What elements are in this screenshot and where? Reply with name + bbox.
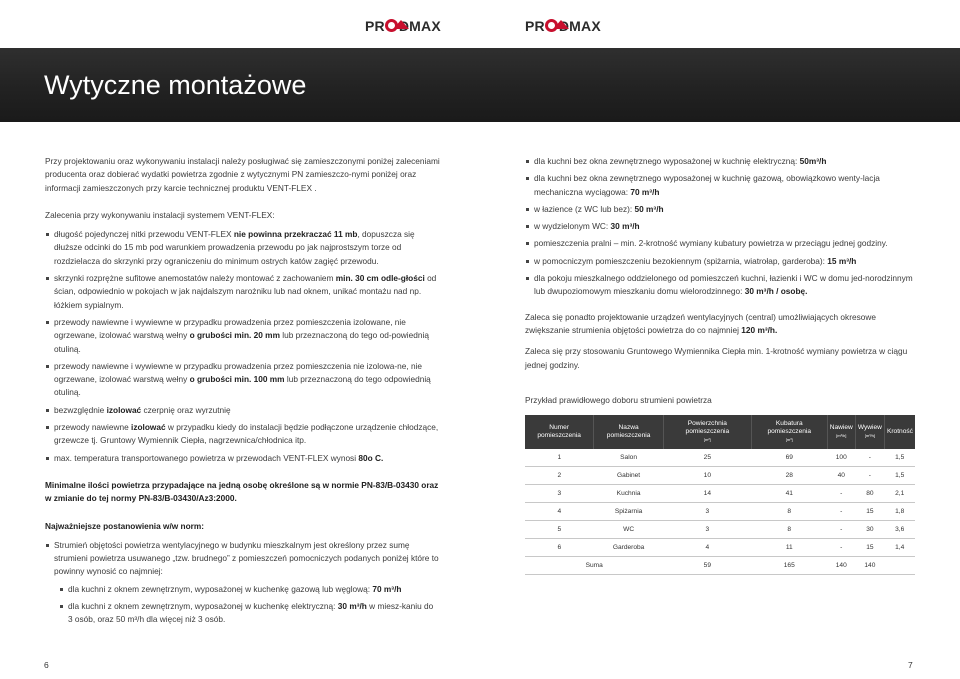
list-item: w pomocniczym pomieszczeniu bezokiennym (spiżarnia, wiatrołap, garderoba): 15 m³/h — [525, 255, 915, 268]
column-header: Krotność — [884, 415, 915, 449]
column-header: Wywiew [m³/h] — [855, 415, 884, 449]
minimum-air-text: Minimalne ilości powietrza przypadające na jedną osobę określone są w normie PN-83/B-03430 oraz w zmianie do tej normy PN-83/B-03430/Az3:2000. — [45, 479, 439, 504]
list-item: Strumień objętości powietrza wentylacyjnego w budynku mieszkalnym jest określony przez sumę strumieni powietrza usuwanego „tzw. brudnego” z pomieszczeń pomocniczych podanych poniżej które to powinny wynosić co najmniej: — [45, 539, 440, 579]
right-column — [525, 155, 915, 575]
table-sum-row: Suma 59 165 140 140 — [525, 557, 915, 575]
room-requirements-list — [525, 155, 915, 299]
list-item: dla kuchni z oknem zewnętrznym, wyposażonej w kuchenkę gazową lub węglową: 70 m³/h — [59, 583, 440, 596]
gwc-paragraph: Zaleca się przy stosowaniu Gruntowego Wymiennika Ciepła min. 1-krotność wymiany powietrza w ciągu jednej godziny. — [525, 346, 908, 370]
norm-rules-heading: Najważniejsze postanowienia w/w norm: — [45, 520, 205, 531]
list-item: dla kuchni bez okna zewnętrznego wyposażonej w kuchnię elektryczną: 50m³/h — [525, 155, 915, 168]
prodmax-logo-right: PR DMAX — [525, 18, 601, 34]
list-item: w łazience (z WC lub bez): 50 m³/h — [525, 203, 915, 216]
list-item: przewody nawiewne i wywiewne w przypadku prowadzenia przez pomieszczenia izolowane, nie ogrzewane, izolować warstwą wełny o grubości min. 20 mm lub przeznaczoną do tego od-powiednią otuliną. — [45, 316, 440, 356]
recommendations-heading: Zalecenia przy wykonywaniu instalacji systemem VENT-FLEX: — [45, 209, 275, 220]
column-header: Kubatura pomieszczenia [m³] — [751, 415, 827, 449]
column-header: Numer pomieszczenia — [525, 415, 594, 449]
column-header: Powierzchnia pomieszczenia [m²] — [663, 415, 751, 449]
list-item: długość pojedynczej nitki przewodu VENT-FLEX nie powinna przekraczać 11 mb, dopuszcza się dłuższe odcinki do 15 mb pod warunkiem prowadzenia przewodu po jak najprostszym torze od rozdzielacza do skrzynki przy ograniczeniu do minimum ostrych katów zagięć przewodu. — [45, 228, 440, 268]
airflow-table — [525, 415, 915, 575]
left-column — [45, 155, 440, 631]
title-banner — [0, 48, 960, 122]
table-title: Przykład prawidłowego doboru strumieni powietrza — [525, 394, 712, 405]
norm-rules-list — [45, 539, 440, 627]
list-item: dla pokoju mieszkalnego oddzielonego od pomieszczeń kuchni, łazienki i WC w domu jed-norodzinnym lub dwupoziomowym mieszkaniu domu wielorodzinnego: 30 m³/h / osobę. — [525, 272, 915, 299]
prodmax-logo-left: PR DMAX — [365, 18, 441, 34]
recommendations-list — [45, 228, 440, 465]
logo-o-icon — [385, 19, 398, 32]
list-item: w wydzielonym WC: 30 m³/h — [525, 220, 915, 233]
list-item: bezwzględnie izolować czerpnię oraz wyrzutnię — [45, 404, 440, 417]
column-header: Nawiew [m³/h] — [827, 415, 855, 449]
logo-o-icon — [545, 19, 558, 32]
table-row: 6 Garderoba 4 11 - 15 1,4 — [525, 539, 915, 557]
page-number-left: 6 — [44, 660, 49, 670]
recommendation-paragraph: Zaleca się ponadto projektowanie urządzeń wentylacyjnych (central) umożliwiających okresowe zwiększanie strumienia objętości powietrza do co najmniej 120 m³/h. — [525, 311, 876, 335]
list-item: przewody nawiewne i wywiewne w przypadku prowadzenia przez pomieszczenia nie izolowa-ne, nie ogrzewane, izolować warstwą wełny o grubości min. 100 mm lub przeznaczoną do tego odpowiednią otuliną. — [45, 360, 440, 400]
list-item: przewody nawiewne izolować w przypadku kiedy do instalacji będzie podłączone urządzenie chłodzące, grzewcze tj. Gruntowy Wymiennik Ciepła, nagrzewnica/chłodnica itp. — [45, 421, 440, 448]
column-header: Nazwa pomieszczenia — [594, 415, 664, 449]
page-title: Wytyczne montażowe — [44, 70, 307, 100]
table-row: 3 Kuchnia 14 41 - 80 2,1 — [525, 485, 915, 503]
table-row: 1 Salon 25 69 100 - 1,5 — [525, 449, 915, 467]
list-item: skrzynki rozprężne sufitowe anemostatów należy montować z zachowaniem min. 30 cm odle-głości od ścian, odpowiednio w pokojach w jak najdalszym narożniku lub nad oknem, unikać montażu nad np. łóżkiem sypialnym. — [45, 272, 440, 312]
table-row: 5 WC 3 8 - 30 3,6 — [525, 521, 915, 539]
page-number-right: 7 — [908, 660, 913, 670]
table-row: 2 Gabinet 10 28 40 - 1,5 — [525, 467, 915, 485]
table-header-row — [525, 415, 915, 449]
intro-paragraph: Przy projektowaniu oraz wykonywaniu instalacji należy posługiwać się zamieszczonymi poniżej zaleceniami producenta oraz dobierać wydatki powietrza zgodnie z wytycznymi PN zamieszczo-nymi poniżej oraz informacji zamieszczonych przy karcie technicznej produktu VENT-FLEX . — [45, 156, 440, 193]
list-item: pomieszczenia pralni – min. 2-krotność wymiany kubatury powietrza w przeciągu jednej godziny. — [525, 237, 915, 250]
table-row: 4 Spiżarnia 3 8 - 15 1,8 — [525, 503, 915, 521]
list-item: dla kuchni z oknem zewnętrznym, wyposażonej w kuchenkę elektryczną: 30 m³/h w miesz-kaniu do 3 osób, oraz 50 m³/h dla więcej niż 3 osób. — [59, 600, 440, 627]
list-item: dla kuchni bez okna zewnętrznego wyposażonej w kuchnię gazową, obowiązkowo wenty-lacja mechaniczna wyciągowa: 70 m³/h — [525, 172, 915, 199]
list-item: max. temperatura transportowanego powietrza w przewodach VENT-FLEX wynosi 80o C. — [45, 452, 440, 465]
